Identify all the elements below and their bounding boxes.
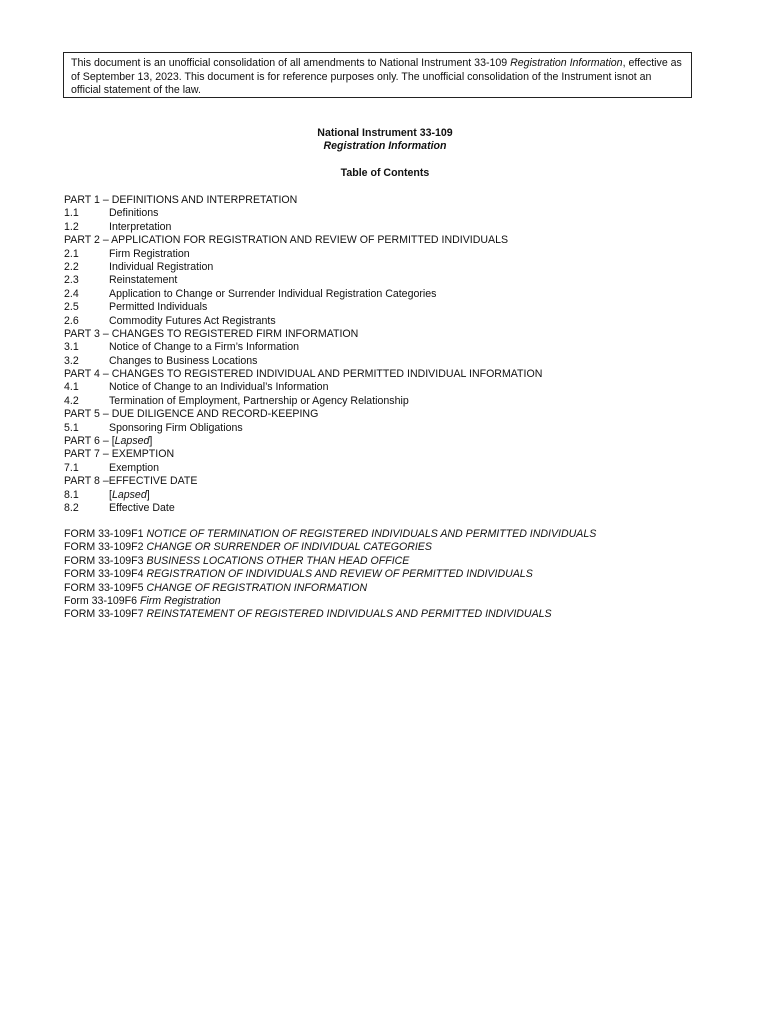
disclaimer-text-1: This document is an unofficial consolidation of all amendments to National Instrument 33-109 xyxy=(71,57,511,69)
toc-section-1-2[interactable]: 1.2 Interpretation xyxy=(64,220,172,233)
toc-section-2-4[interactable]: 2.4 Application to Change or Surrender Individual Registration Categories xyxy=(64,287,437,300)
toc-section-3-1[interactable]: 3.1 Notice of Change to a Firm’s Information xyxy=(64,341,299,354)
toc-section-2-2[interactable]: 2.2 Individual Registration xyxy=(64,260,214,273)
toc-section-7-1[interactable]: 7.1 Exemption xyxy=(64,461,160,474)
toc-part-6[interactable]: PART 6 – [Lapsed] xyxy=(64,435,153,448)
disclaimer-box xyxy=(63,52,692,98)
toc-section-1-1[interactable]: 1.1 Definitions xyxy=(64,207,159,220)
toc-part-8[interactable]: PART 8 –EFFECTIVE DATE xyxy=(64,475,198,488)
toc-section-4-1[interactable]: 4.1 Notice of Change to an Individual’s Information xyxy=(64,381,329,394)
form-f1[interactable]: FORM 33-109F1 NOTICE OF TERMINATION OF REGISTERED INDIVIDUALS AND PERMITTED INDIVIDUALS xyxy=(64,528,597,540)
instrument-title-italic: Registration Information xyxy=(323,140,447,152)
toc-section-2-3[interactable]: 2.3 Reinstatement xyxy=(64,274,178,287)
table-of-contents xyxy=(64,194,744,515)
disclaimer-text-2: , effective as of September 13, 2023. This document is for reference purposes only. The unofficial consolidation of the Instrument isnot an official statement of the law. xyxy=(71,57,682,96)
toc-section-2-1[interactable]: 2.1 Firm Registration xyxy=(64,247,190,260)
form-f2[interactable]: FORM 33-109F2 CHANGE OR SURRENDER OF INDIVIDUAL CATEGORIES xyxy=(64,541,432,554)
toc-part-5[interactable]: PART 5 – DUE DILIGENCE AND RECORD-KEEPING xyxy=(64,408,319,421)
disclaimer-italic-title: Registration Information xyxy=(510,57,623,69)
toc-section-2-6[interactable]: 2.6 Commodity Futures Act Registrants xyxy=(64,314,276,327)
form-f3[interactable]: FORM 33-109F3 BUSINESS LOCATIONS OTHER THAN HEAD OFFICE xyxy=(64,554,410,567)
toc-part-4[interactable]: PART 4 – CHANGES TO REGISTERED INDIVIDUAL AND PERMITTED INDIVIDUAL INFORMATION xyxy=(64,368,543,381)
form-f6[interactable]: Form 33-109F6 Firm Registration xyxy=(64,594,221,607)
toc-section-3-2[interactable]: 3.2 Changes to Business Locations xyxy=(64,354,258,367)
form-f7[interactable]: FORM 33-109F7 REINSTATEMENT OF REGISTERED INDIVIDUALS AND PERMITTED INDIVIDUALS xyxy=(64,608,552,621)
toc-section-2-5[interactable]: 2.5 Permitted Individuals xyxy=(64,301,208,314)
toc-part-7[interactable]: PART 7 – EXEMPTION xyxy=(64,448,175,461)
toc-section-4-2[interactable]: 4.2 Termination of Employment, Partnership or Agency Relationship xyxy=(64,394,409,407)
toc-part-2[interactable]: PART 2 – APPLICATION FOR REGISTRATION AND REVIEW OF PERMITTED INDIVIDUALS xyxy=(64,234,509,247)
toc-part-1[interactable]: PART 1 – DEFINITIONS AND INTERPRETATION xyxy=(64,194,298,206)
instrument-number: National Instrument 33-109 xyxy=(317,127,453,139)
forms-list xyxy=(64,528,754,622)
toc-section-5-1[interactable]: 5.1 Sponsoring Firm Obligations xyxy=(64,421,243,434)
toc-section-8-1[interactable]: 8.1 [Lapsed] xyxy=(64,488,150,501)
toc-part-3[interactable]: PART 3 – CHANGES TO REGISTERED FIRM INFORMATION xyxy=(64,327,359,340)
instrument-title xyxy=(0,140,770,152)
form-f4[interactable]: FORM 33-109F4 REGISTRATION OF INDIVIDUALS AND REVIEW OF PERMITTED INDIVIDUALS xyxy=(64,568,533,581)
toc-heading: Table of Contents xyxy=(340,167,430,179)
toc-section-8-2[interactable]: 8.2 Effective Date xyxy=(64,501,175,514)
form-f5[interactable]: FORM 33-109F5 CHANGE OF REGISTRATION INFORMATION xyxy=(64,581,368,594)
